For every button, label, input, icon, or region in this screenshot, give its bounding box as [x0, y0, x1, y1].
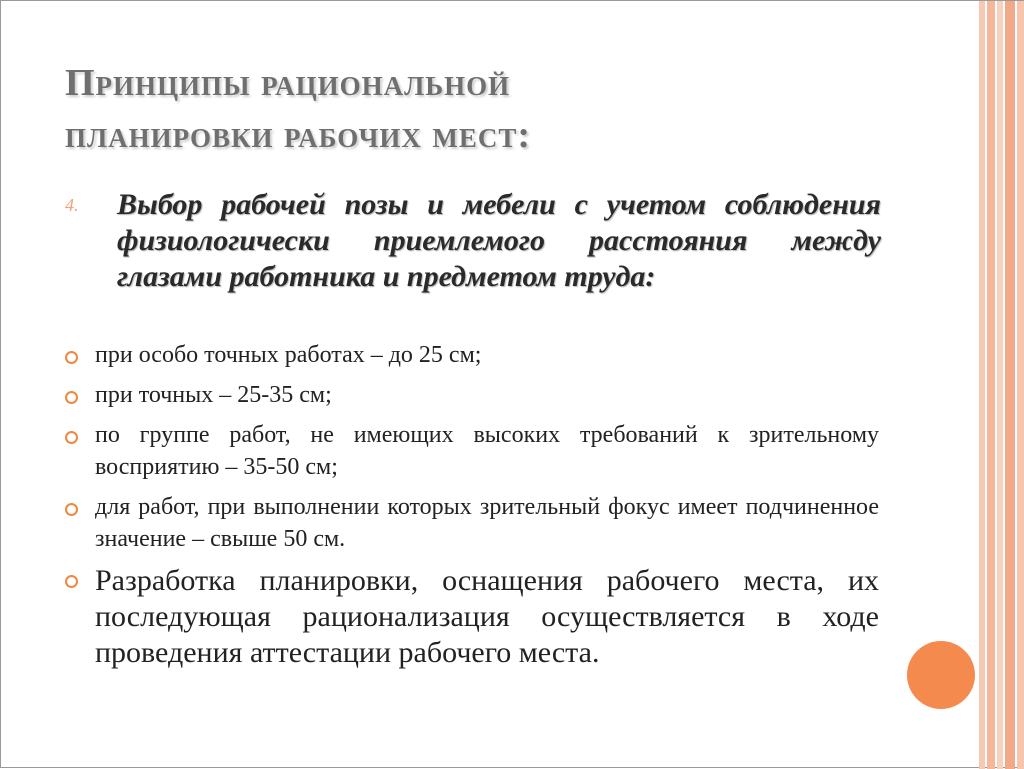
list-item [65, 491, 879, 555]
bullet-circle-icon [65, 351, 78, 364]
list-item-text: по группе работ, не имеющих высоких требований к зрительному восприятию – 35-50 см; [95, 422, 879, 480]
list-item-text: при точных – 25-35 см; [95, 382, 332, 408]
slide-title [65, 57, 885, 161]
list-item [65, 379, 879, 411]
numbered-item [65, 187, 881, 295]
title-line-1: Принципы рациональной [65, 62, 511, 104]
decorative-stripe [987, 1, 995, 769]
title-line-2: планировки рабочих мест: [65, 114, 532, 156]
decorative-stripe [1017, 1, 1024, 769]
bullet-circle-icon [65, 431, 78, 444]
decorative-stripe [1005, 1, 1015, 769]
bullet-circle-icon [65, 391, 78, 404]
bullet-circle-icon [65, 503, 78, 516]
decorative-circle [907, 641, 975, 709]
list-item-main [65, 563, 879, 671]
bullet-circle-icon [65, 575, 78, 588]
list-item [65, 419, 879, 483]
list-item-text: при особо точных работах – до 25 см; [95, 342, 482, 368]
decorative-stripe [979, 1, 985, 769]
bullet-list [65, 339, 879, 671]
list-item-text: для работ, при выполнении которых зрительный фокус имеет подчиненное значение – свыше 50 см. [95, 494, 879, 552]
numbered-item-text: Выбор рабочей позы и мебели с учетом соблюдения физиологически приемлемого расстояния между глазами работника и предметом труда: [117, 188, 881, 293]
list-item-text: Разработка планировки, оснащения рабочего места, их последующая рационализация осуществляется в ходе проведения аттестации рабочего места. [95, 564, 879, 669]
decorative-stripe [997, 1, 1003, 769]
number-marker: 4. [65, 195, 79, 215]
list-item [65, 339, 879, 371]
